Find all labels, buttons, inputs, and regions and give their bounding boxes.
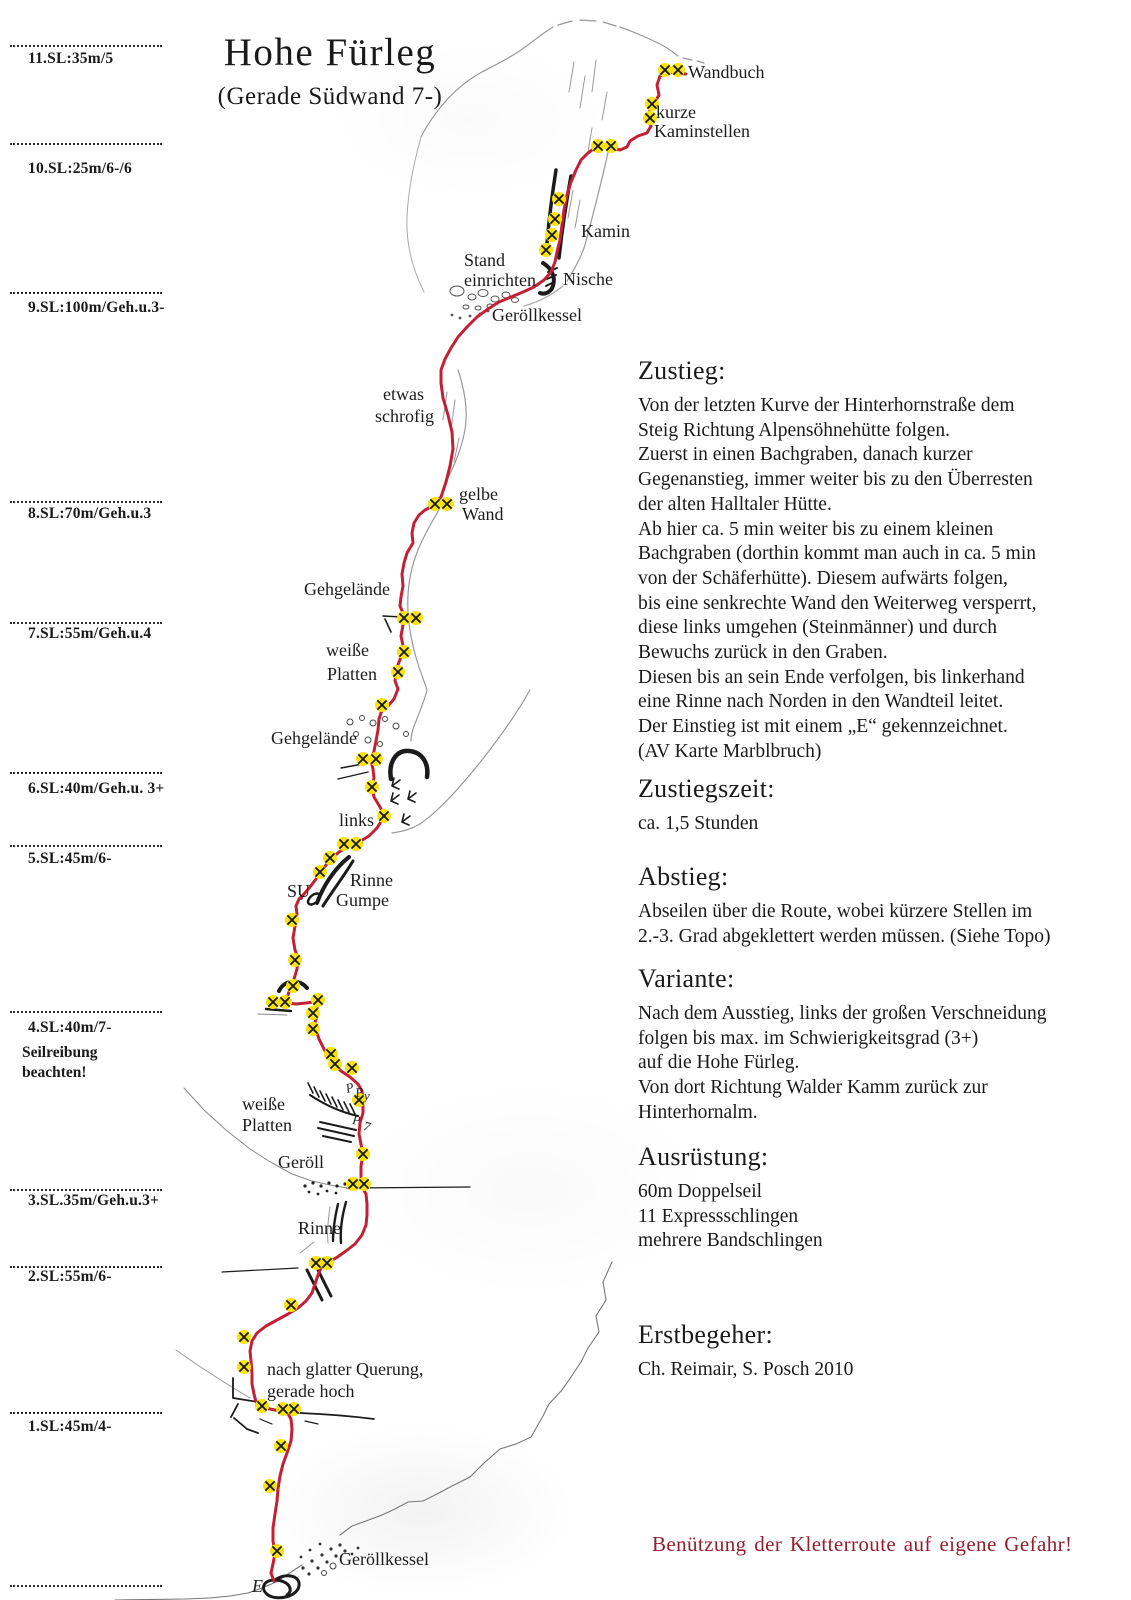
info-section: [638, 1142, 1088, 1254]
bolt-icon: [345, 1061, 359, 1075]
bolt-icon: [288, 953, 302, 967]
route-label: Platten: [327, 664, 377, 684]
info-line: 2.-3. Grad abgeklettert werden müssen. (Siehe Topo): [638, 925, 1051, 947]
route-label: gerade hoch: [267, 1381, 355, 1401]
bolt-icon: [284, 1298, 298, 1312]
bolt-icon: [263, 1479, 277, 1493]
route-label: Geröllkessel: [339, 1549, 429, 1569]
route-label: E: [252, 1576, 263, 1596]
bolt-icon: [274, 1439, 288, 1453]
disclaimer-text: Benützung der Kletterroute auf eigene Gefahr!: [652, 1532, 1073, 1556]
bolt-icon: [356, 752, 370, 766]
info-heading: Zustiegszeit:: [638, 774, 775, 803]
route-label: gelbe: [459, 484, 498, 504]
pitch-note: Seilreibung: [22, 1044, 98, 1061]
info-line: eine Rinne nach Norden in den Wandteil leitet.: [638, 691, 1004, 713]
info-line: Bewuchs zurück in den Graben.: [638, 642, 888, 664]
route-label: Platten: [242, 1115, 292, 1135]
route-label: links: [339, 810, 375, 830]
pitch-separator-dots: [10, 501, 162, 503]
route-label: etwas: [383, 384, 424, 404]
ledge-1sl: [300, 1413, 374, 1419]
info-section: [638, 964, 1088, 1126]
pitch-note: beachten!: [22, 1064, 87, 1081]
pitch-separator-dots: [10, 622, 162, 624]
route-label: Nische: [563, 269, 613, 289]
page-title: Hohe Fürleg: [223, 31, 437, 74]
pitch-label: 9.SL:100m/Geh.u.3-: [28, 299, 165, 316]
info-line: Von der letzten Kurve der Hinterhornstraße dem: [638, 395, 1015, 416]
pitch-separator-dots: [10, 143, 162, 145]
info-line: diese links umgehen (Steinmänner) und durch: [638, 617, 998, 639]
pitch-separator-dots: [10, 1412, 162, 1414]
info-line: Gegenanstieg, immer weiter bis zu den Überresten: [638, 469, 1033, 491]
route-label: Gehgelände: [304, 579, 390, 599]
pitch-separator-dots: [10, 45, 162, 47]
pitch-label: 4.SL:40m/7-: [28, 1019, 112, 1036]
bolt-icon: [237, 1330, 251, 1344]
bolt-icon: [356, 1147, 370, 1161]
info-heading: Ausrüstung:: [638, 1142, 769, 1171]
page-subtitle: (Gerade Südwand 7-): [217, 83, 443, 110]
route-label: weiße: [242, 1094, 285, 1114]
info-line: folgen bis max. im Schwierigkeitsgrad (3+): [638, 1027, 979, 1049]
info-line: Abseilen über die Route, wobei kürzere Stellen im: [638, 901, 1033, 922]
pitch-label: 11.SL:35m/5: [28, 50, 114, 67]
pitch-label: 1.SL:45m/4-: [28, 1418, 112, 1435]
route-label: Kaminstellen: [654, 121, 750, 141]
info-line: von der Schäferhütte). Diesem aufwärts folgen,: [638, 567, 1008, 589]
hand-mark: P: [351, 1112, 362, 1128]
bolt-icon: [539, 243, 553, 257]
bolt-icon: [357, 1177, 371, 1191]
info-heading: Zustieg:: [638, 356, 726, 385]
info-heading: Erstbegeher:: [638, 1320, 773, 1349]
info-line: auf die Hohe Fürleg.: [638, 1052, 800, 1074]
bolt-icon: [658, 63, 672, 77]
info-section: [638, 1320, 1088, 1383]
pitch-separator-dots: [10, 292, 162, 294]
bolt-icon: [604, 139, 618, 153]
bolt-icon: [377, 809, 391, 823]
pitch-separator-dots: [10, 845, 162, 847]
bolt-icon: [545, 228, 559, 242]
route-label: weiße: [326, 640, 369, 660]
bolt-icon: [328, 1057, 342, 1071]
bolt-icon: [337, 837, 351, 851]
route-label: Geröll: [278, 1152, 324, 1172]
info-line: Steig Richtung Alpensöhnehütte folgen.: [638, 419, 950, 441]
bolt-icon: [440, 497, 454, 511]
bolt-icon: [369, 752, 383, 766]
bolt-icon: [255, 1399, 269, 1413]
bolt-icon: [365, 780, 379, 794]
bolt-icon: [591, 139, 605, 153]
pitch-label: 10.SL:25m/6-/6: [28, 160, 132, 177]
info-line: Ab hier ca. 5 min weiter bis zu einem kleinen: [638, 518, 994, 540]
bolt-icon: [671, 63, 685, 77]
info-line: Ch. Reimair, S. Posch 2010: [638, 1359, 854, 1380]
pitch-label: 3.SL.35m/Geh.u.3+: [28, 1192, 160, 1209]
info-line: 60m Doppelseil: [638, 1181, 763, 1202]
info-section: [638, 862, 1088, 949]
route-label: Geröllkessel: [492, 305, 582, 325]
bolt-icon: [375, 698, 389, 712]
pitch-separator-dots: [10, 1585, 162, 1587]
bolt-icon: [313, 865, 327, 879]
pitch-label: 6.SL:40m/Geh.u. 3+: [28, 780, 165, 797]
info-heading: Variante:: [638, 964, 735, 993]
bolt-icon: [349, 837, 363, 851]
info-line: Hinterhornalm.: [638, 1101, 758, 1123]
route-label: Stand: [464, 250, 506, 270]
info-line: Nach dem Ausstieg, links der großen Verschneidung: [638, 1003, 1047, 1024]
info-line: Der Einstieg ist mit einem „E“ gekennzeichnet.: [638, 716, 1008, 738]
route-label: kurze: [656, 102, 696, 122]
pitch-separator-dots: [10, 772, 162, 774]
bolt-icon: [237, 1360, 251, 1374]
overhang-arc: [390, 751, 427, 779]
bolt-icon: [266, 995, 280, 1009]
info-line: der alten Halltaler Hütte.: [638, 493, 832, 515]
info-section: [638, 356, 1088, 765]
pitch-separator-dots: [10, 1189, 162, 1191]
pitch-label: 8.SL:70m/Geh.u.3: [28, 505, 152, 522]
bolt-icon: [270, 1544, 284, 1558]
info-line: 11 Expressschlingen: [638, 1205, 799, 1227]
pitch-label: 2.SL:55m/6-: [28, 1268, 112, 1285]
hand-mark: 7: [362, 1118, 372, 1135]
hand-mark: y: [364, 1088, 370, 1103]
bolt-icon: [552, 192, 566, 206]
bolt-icon: [278, 995, 292, 1009]
route-label: Gumpe: [336, 890, 389, 910]
bolt-icon: [320, 1256, 334, 1270]
info-section: [638, 774, 1088, 837]
info-line: Bachgraben (dorthin kommt man auch in ca. 5 min: [638, 543, 1037, 565]
route-label: Rinne: [350, 870, 393, 890]
hand-mark: P: [354, 1084, 365, 1100]
abseil-marks: [391, 778, 416, 825]
bolt-icon: [548, 212, 562, 226]
bolt-icon: [391, 665, 405, 679]
info-line: Von dort Richtung Walder Kamm zurück zur: [638, 1077, 988, 1099]
bolt-icon: [397, 611, 411, 625]
bolt-icon: [306, 1006, 320, 1020]
title-block: [182, 30, 478, 111]
pitch-label: 5.SL:45m/6-: [28, 850, 112, 867]
info-heading: Abstieg:: [638, 862, 729, 891]
bolt-icon: [285, 913, 299, 927]
bolt-icon: [409, 611, 423, 625]
info-line: Zuerst in einen Bachgraben, danach kurzer: [638, 444, 973, 466]
route-label: Wandbuch: [688, 62, 765, 82]
bolt-icon: [286, 979, 300, 993]
route-label: Gehgelände: [271, 728, 357, 748]
route-label: Kamin: [581, 221, 630, 241]
hand-mark: P: [343, 1079, 356, 1096]
info-line: bis eine senkrechte Wand den Weiterweg versperrt,: [638, 592, 1037, 614]
info-line: (AV Karte Marblbruch): [638, 740, 822, 762]
route-label: schrofig: [375, 406, 434, 426]
route-label: Wand: [462, 504, 504, 524]
info-line: Diesen bis an sein Ende verfolgen, bis linkerhand: [638, 666, 1025, 688]
bolt-icon: [323, 851, 337, 865]
bolt-icon: [306, 1022, 320, 1036]
info-line: mehrere Bandschlingen: [638, 1230, 823, 1252]
bolt-icon: [287, 1402, 301, 1416]
route-label: Rinne: [298, 1218, 341, 1238]
pitch-separator-dots: [10, 1011, 162, 1013]
bolt-icon: [428, 497, 442, 511]
pitch-label: 7.SL:55m/Geh.u.4: [28, 625, 152, 642]
bolt-icon: [397, 645, 411, 659]
bolt-icon: [311, 993, 325, 1007]
route-label: einrichten: [464, 270, 536, 290]
route-label: SU: [287, 881, 311, 901]
route-label: nach glatter Querung,: [267, 1359, 424, 1379]
info-line: ca. 1,5 Stunden: [638, 813, 759, 834]
